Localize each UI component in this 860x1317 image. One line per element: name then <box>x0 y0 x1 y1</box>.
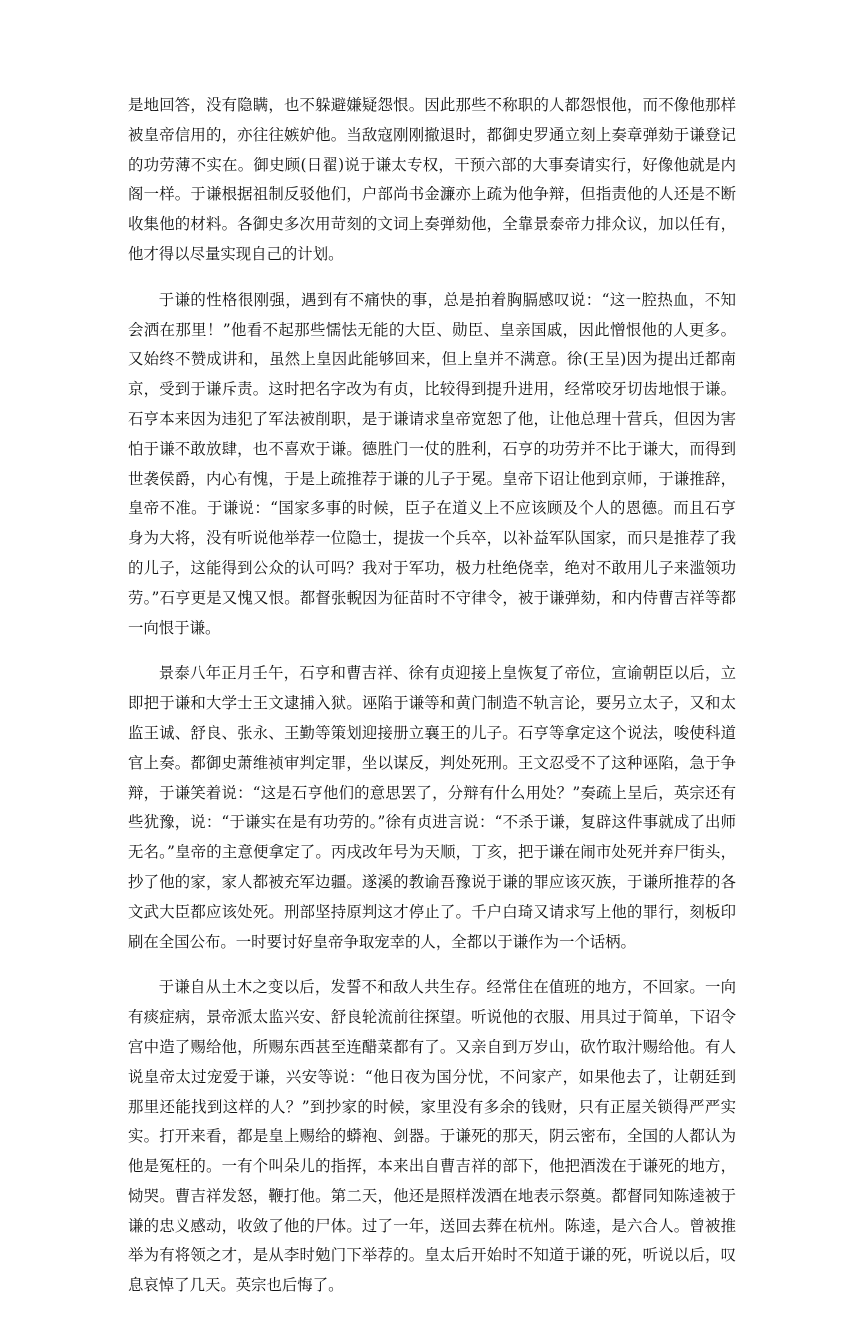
document-page <box>128 91 736 1317</box>
paragraph-2: 于谦的性格很刚强，遇到有不痛快的事，总是拍着胸膈感叹说：“这一腔热血，不知会洒在那里！”他看不起那些懦怯无能的大臣、勋臣、皇亲国戚，因此憎恨他的人更多。又始终不赞成讲和，虽然上皇因此能够回来，但上皇并不满意。徐(王呈)因为提出迁都南京，受到于谦斥责。这时把名字改为有贞，比较得到提升进用，经常咬牙切齿地恨于谦。石亨本来因为违犯了军法被削职，是于谦请求皇帝宽恕了他，让他总理十营兵，但因为害怕于谦不敢放肆，也不喜欢于谦。德胜门一仗的胜利，石亨的功劳并不比于谦大，而得到世袭侯爵，内心有愧，于是上疏推荐于谦的儿子于冕。皇帝下诏让他到京师，于谦推辞，皇帝不准。于谦说：“国家多事的时候，臣子在道义上不应该顾及个人的恩德。而且石亨身为大将，没有听说他举荐一位隐士，提拔一个兵卒，以补益军队国家，而只是推荐了我的儿子，这能得到公众的认可吗？我对于军功，极力杜绝侥幸，绝对不敢用儿子来滥领功劳。”石亨更是又愧又恨。都督张輗因为征苗时不守律令，被于谦弹劾，和内侍曹吉祥等都一向恨于谦。 <box>128 290 736 637</box>
paragraph-1: 是地回答，没有隐瞒，也不躲避嫌疑怨恨。因此那些不称职的人都怨恨他，而不像他那样被皇帝信用的，亦往往嫉妒他。当敌寇刚刚撤退时，都御史罗通立刻上奏章弹劾于谦登记的功劳薄不实在。御史顾(日翟)说于谦太专权，干预六部的大事奏请实行，好像他就是内阁一样。于谦根据祖制反驳他们，户部尚书金濂亦上疏为他争辩，但指责他的人还是不断收集他的材料。各御史多次用苛刻的文词上奏弹劾他，全靠景泰帝力排众议，加以任有，他才得以尽量实现自己的计划。 <box>128 96 736 263</box>
paragraph-4: 于谦自从土木之变以后，发誓不和敌人共生存。经常住在值班的地方，不回家。一向有痰症病，景帝派太监兴安、舒良轮流前往探望。听说他的衣服、用具过于简单，下诏令宫中造了赐给他，所赐东西甚至连醋菜都有了。又亲自到万岁山，砍竹取汁赐给他。有人说皇帝太过宠爱于谦，兴安等说：“他日夜为国分忧，不问家产，如果他去了，让朝廷到那里还能找到这样的人？”到抄家的时候，家里没有多余的钱财，只有正屋关锁得严严实实。打开来看，都是皇上赐给的蟒袍、剑器。于谦死的那天，阴云密布，全国的人都认为他是冤枉的。一有个叫朵儿的指挥，本来出自曹吉祥的部下，他把酒泼在于谦死的地方，恸哭。曹吉祥发怒，鞭打他。第二天，他还是照样泼酒在地表示祭奠。都督同知陈逵被于谦的忠义感动，收敛了他的尸体。过了一年，送回去葬在杭州。陈逵，是六合人。曾被推举为有将领之才，是从李时勉门下举荐的。皇太后开始时不知道于谦的死，听说以后，叹息哀悼了几天。英宗也后悔了。 <box>128 978 736 1295</box>
paragraph-3: 景泰八年正月壬午，石亨和曹吉祥、徐有贞迎接上皇恢复了帝位，宣谕朝臣以后，立即把于谦和大学士王文逮捕入狱。诬陷于谦等和黄门制造不轨言论，要另立太子，又和太监王诚、舒良、张永、王勤等策划迎接册立襄王的儿子。石亨等拿定这个说法，唆使科道官上奏。都御史萧维祯审判定罪，坐以谋反，判处死刑。王文忍受不了这种诬陷，急于争辩，于谦笑着说：“这是石亨他们的意思罢了，分辩有什么用处？”奏疏上呈后，英宗还有些犹豫，说：“于谦实在是有功劳的。”徐有贞进言说：“不杀于谦，复辟这件事就成了出师无名。”皇帝的主意便拿定了。丙戌改年号为天顺，丁亥，把于谦在闹市处死并弃尸街头，抄了他的家，家人都被充军边疆。遂溪的教谕吾豫说于谦的罪应该灭族，于谦所推荐的各文武大臣都应该处死。刑部坚持原判这才停止了。千户白琦又请求写上他的罪行，刻板印刷在全国公布。一时要讨好皇帝争取宠幸的人，全都以于谦作为一个话柄。 <box>128 664 736 951</box>
